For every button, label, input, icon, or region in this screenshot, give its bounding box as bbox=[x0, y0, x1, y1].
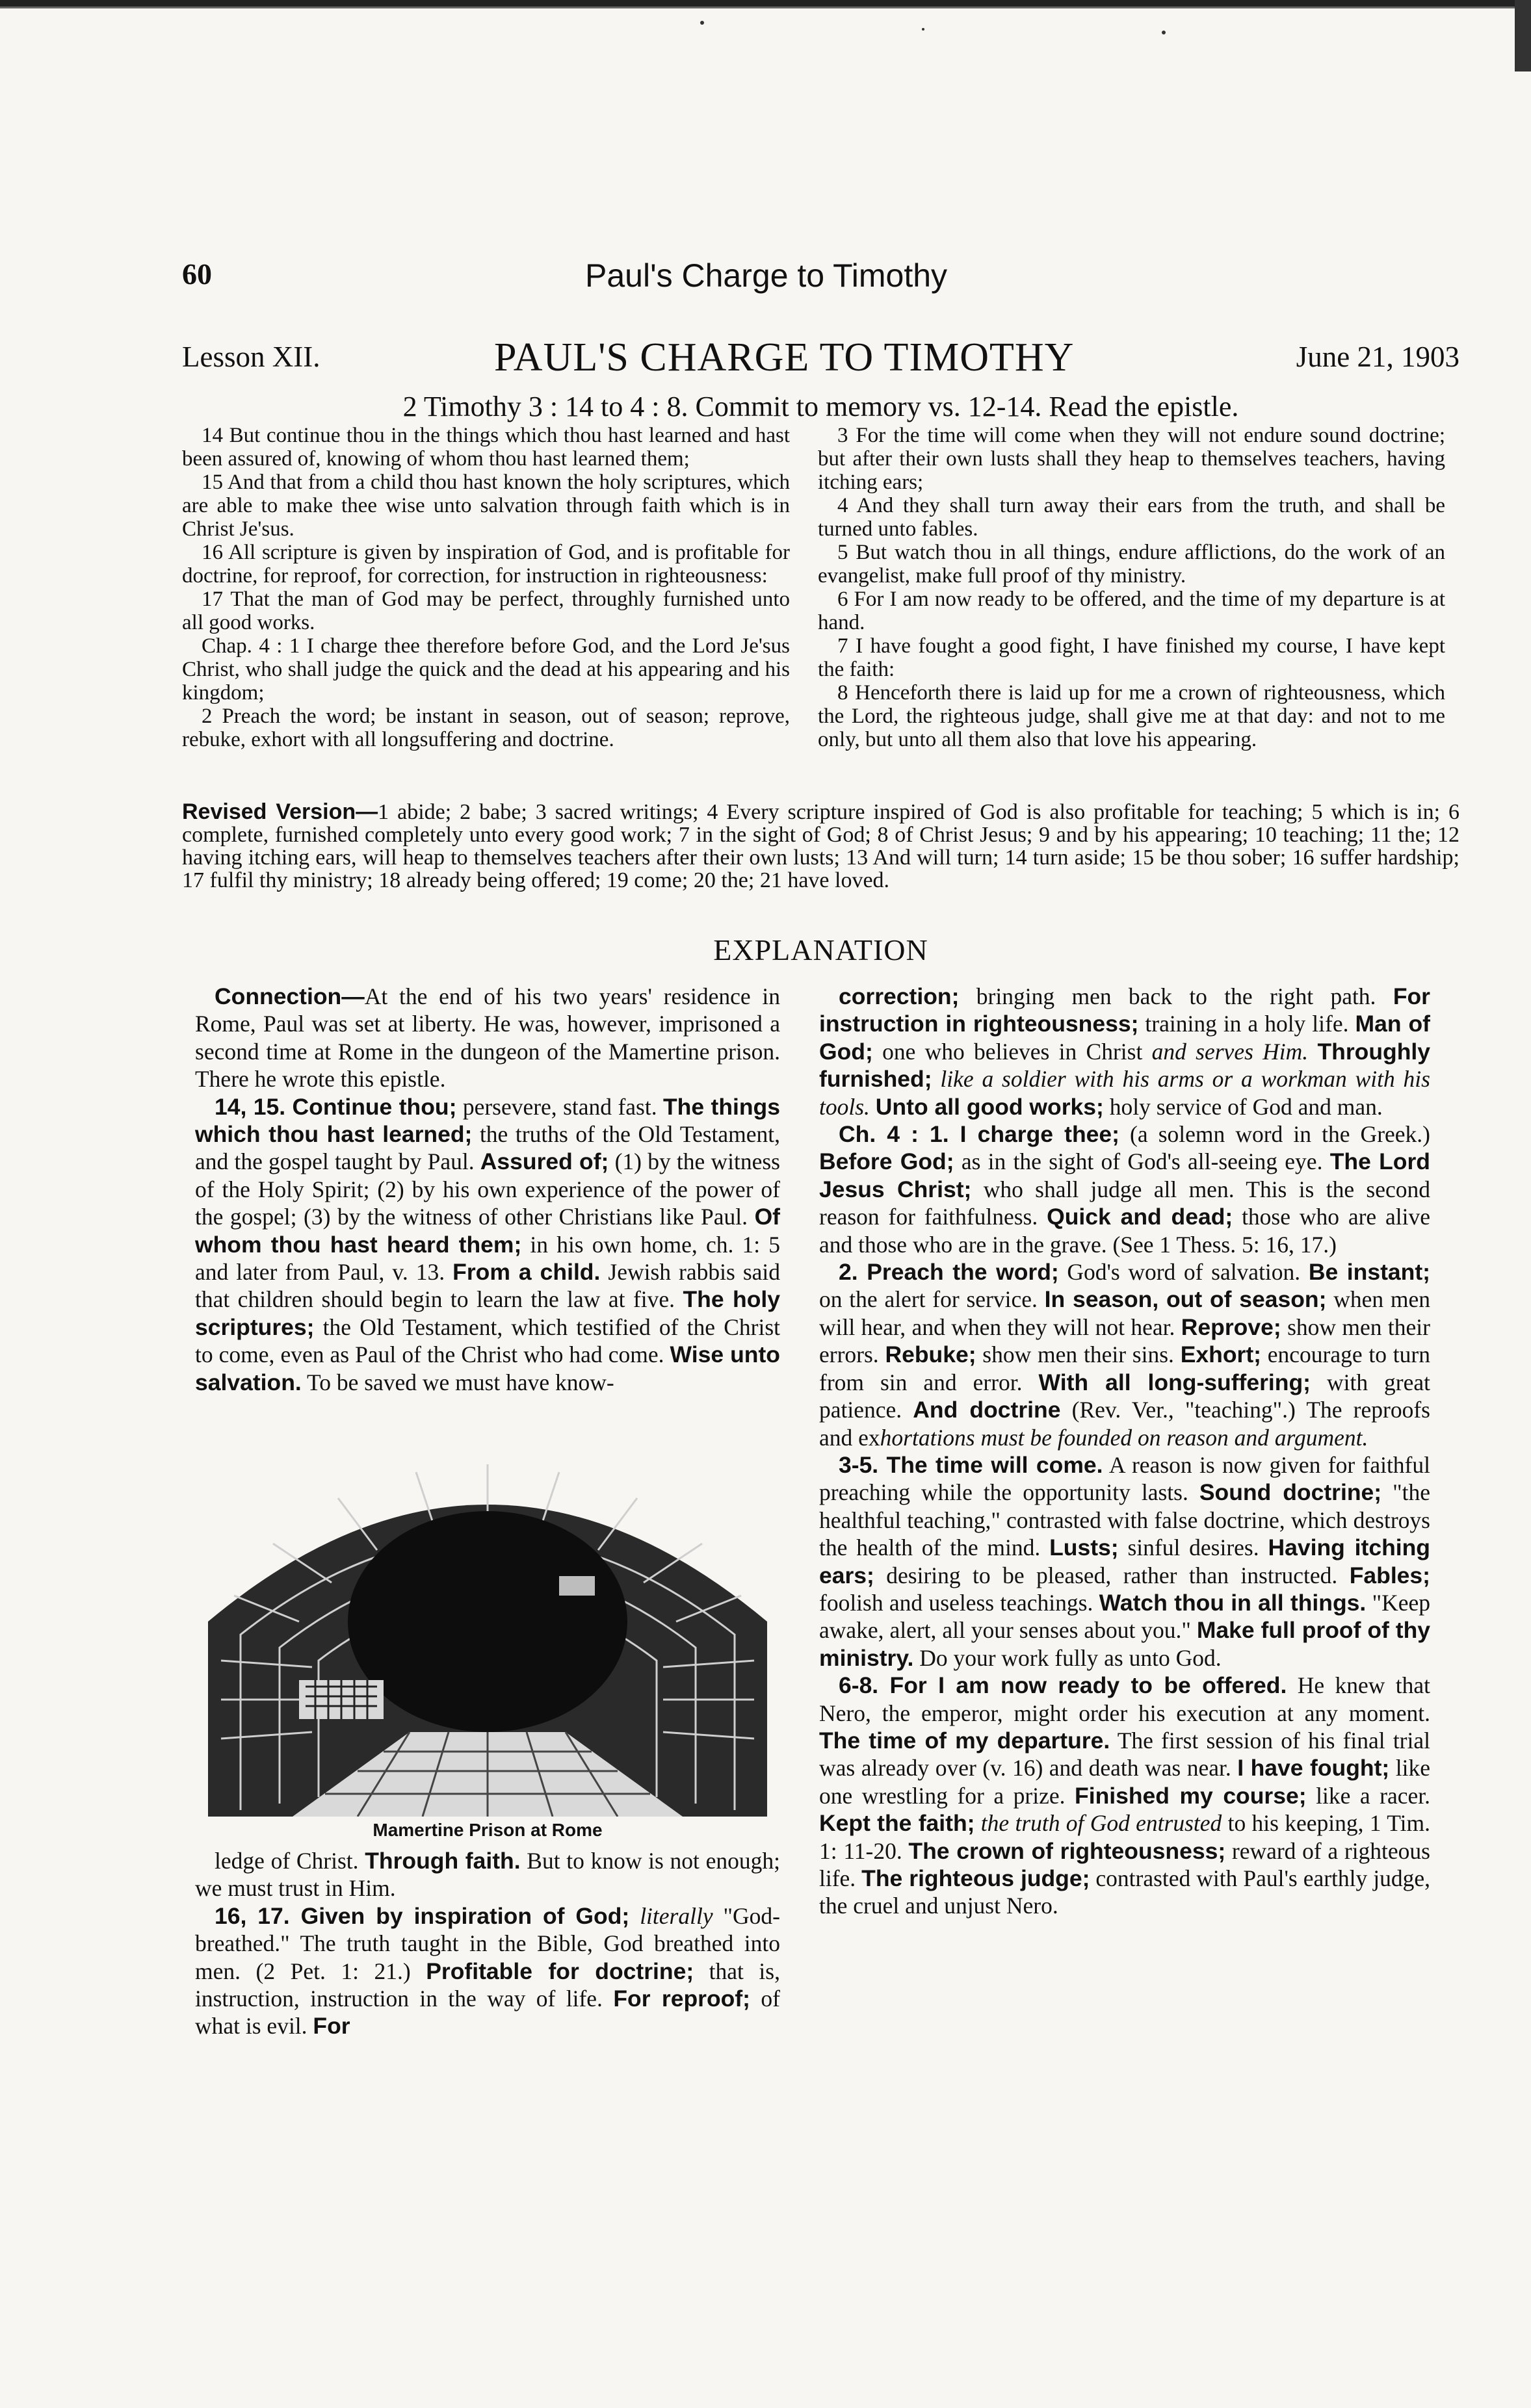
revised-version-label: Revised Version— bbox=[182, 799, 378, 824]
lesson-number: Lesson XII. bbox=[182, 341, 321, 373]
explanation-paragraph bbox=[819, 1451, 1430, 1672]
keyword-phrase: Wise unto salvation. bbox=[195, 1341, 780, 1395]
keyword-phrase: The Lord Jesus Christ; bbox=[819, 1148, 1430, 1202]
scripture-verse: 7 I have fought a good fight, I have finished my course, I have kept the faith: bbox=[818, 634, 1445, 681]
keyword-phrase: Having itching ears; bbox=[819, 1534, 1430, 1588]
keyword-phrase: 3-5. The time will come. bbox=[839, 1451, 1103, 1478]
explanation-text: that is, instruction, instruction in the way of life. bbox=[195, 1958, 780, 2012]
explanation-text: like one wrestling for a prize. bbox=[819, 1755, 1430, 1809]
keyword-phrase: Exhort; bbox=[1180, 1341, 1261, 1368]
explanation-text: But to know is not enough; we must trust in Him. bbox=[195, 1848, 780, 1902]
explanation-text: literally bbox=[629, 1902, 713, 1929]
explanation-text: show men their errors. bbox=[819, 1314, 1430, 1368]
explanation-right-column bbox=[819, 983, 1430, 1920]
revised-version-notes bbox=[182, 801, 1459, 892]
keyword-phrase: Watch thou in all things. bbox=[1099, 1589, 1367, 1616]
keyword-phrase: Rebuke; bbox=[885, 1341, 976, 1368]
explanation-text: who shall judge all men. This is the second reason for faithfulness. bbox=[819, 1176, 1430, 1230]
explanation-text: sinful desires. bbox=[1118, 1534, 1268, 1561]
keyword-phrase: 2. Preach the word; bbox=[839, 1259, 1059, 1286]
explanation-text: with great patience. bbox=[819, 1369, 1431, 1423]
keyword-phrase: I have fought; bbox=[1237, 1755, 1390, 1781]
running-head bbox=[182, 257, 1456, 296]
page-top-edge bbox=[0, 0, 1531, 71]
explanation-text: when men will hear, and when they will not hear. bbox=[819, 1286, 1430, 1340]
scripture-verse: 8 Henceforth there is laid up for me a crown of righteousness, which the Lord, the righteous judge, shall give me at that day: and not to me only, but unto all them also that love his appearing. bbox=[818, 681, 1445, 751]
keyword-phrase: The righteous judge; bbox=[861, 1865, 1090, 1891]
keyword-phrase: Through faith. bbox=[365, 1848, 521, 1874]
explanation-text bbox=[1308, 1039, 1317, 1065]
scripture-verse: 16 All scripture is given by inspiration of God, and is profitable for doctrine, for reproof, for correction, for instruction in righteousness: bbox=[182, 541, 790, 588]
keyword-phrase: Connection— bbox=[215, 983, 365, 1009]
explanation-text: foolish and useless teachings. bbox=[819, 1589, 1099, 1616]
keyword-phrase: From a child. bbox=[452, 1259, 601, 1286]
explanation-paragraph bbox=[819, 1258, 1430, 1451]
keyword-phrase: Quick and dead; bbox=[1047, 1204, 1233, 1230]
explanation-paragraph bbox=[195, 983, 780, 1093]
scripture-verse: 15 And that from a child thou hast known the holy scriptures, which are able to make thee wise unto salvation through faith which is in Christ Je'sus. bbox=[182, 471, 790, 541]
scripture-verse: 4 And they shall turn away their ears from the truth, and shall be turned unto fables. bbox=[818, 494, 1445, 541]
explanation-text: persevere, stand fast. bbox=[456, 1093, 663, 1120]
keyword-phrase: For instruction in righteousness; bbox=[819, 983, 1430, 1037]
scripture-verse: 6 For I am now ready to be offered, and the time of my departure is at hand. bbox=[818, 588, 1445, 634]
explanation-text: as in the sight of God's all-seeing eye. bbox=[954, 1148, 1330, 1175]
explanation-text: one who believes in Christ bbox=[872, 1038, 1152, 1065]
explanation-text: "the healthful teaching," contrasted with false doctrine, which destroys the health of the mind. bbox=[819, 1479, 1430, 1561]
explanation-text: the Old Testament, which testified of the Christ to come, even as Paul of the Christ who had come. bbox=[195, 1314, 780, 1368]
mamertine-prison-illustration bbox=[195, 1427, 780, 1817]
explanation-text: on the alert for service. bbox=[819, 1286, 1045, 1313]
explanation-text: the truths of the Old Testament, and the gospel taught by Paul. bbox=[195, 1121, 780, 1175]
explanation-text: training in a holy life. bbox=[1138, 1011, 1355, 1037]
scripture-column-right bbox=[818, 424, 1445, 751]
keyword-phrase: Man of God; bbox=[819, 1011, 1430, 1065]
scripture-verse: 2 Preach the word; be instant in season, out of season; reprove, rebuke, exhort with all longsuffering and doctrine. bbox=[182, 705, 790, 751]
explanation-text: in his own home, ch. 1: 5 and later from Paul, v. 13. bbox=[195, 1231, 780, 1286]
keyword-phrase: 14, 15. Continue thou; bbox=[215, 1093, 457, 1120]
keyword-phrase: Throughly furnished; bbox=[819, 1038, 1431, 1093]
scripture-verse: Chap. 4 : 1 I charge thee therefore before God, and the Lord Je'sus Christ, who shall judge the quick and the dead at his appearing and his kingdom; bbox=[182, 634, 790, 705]
explanation-text: contrasted with Paul's earthly judge, the cruel and unjust Nero. bbox=[819, 1865, 1430, 1919]
keyword-phrase: With all long-suffering; bbox=[1038, 1369, 1311, 1395]
keyword-phrase: 16, 17. Given by inspiration of God; bbox=[215, 1902, 630, 1929]
keyword-phrase: correction; bbox=[839, 983, 960, 1009]
explanation-text: Jewish rabbis said that children should begin to learn the law at five. bbox=[195, 1259, 780, 1313]
lesson-title: PAUL'S CHARGE TO TIMOTHY bbox=[494, 335, 1075, 380]
keyword-phrase: Fables; bbox=[1349, 1562, 1430, 1588]
explanation-text: and serves Him. bbox=[1151, 1038, 1309, 1065]
explanation-text: reward of a righteous life. bbox=[819, 1837, 1430, 1891]
keyword-phrase: And doctrine bbox=[913, 1397, 1061, 1423]
keyword-phrase: The things which thou hast learned; bbox=[195, 1093, 780, 1148]
explanation-text: "God-breathed." The truth taught in the Bible, God breathed into men. (2 Pet. 1: 21.) bbox=[195, 1902, 781, 1984]
explanation-text: like a racer. bbox=[1306, 1782, 1430, 1809]
keyword-phrase: The holy scriptures; bbox=[195, 1286, 780, 1340]
explanation-paragraph bbox=[195, 1902, 780, 2040]
scripture-verse: 14 But continue thou in the things which thou hast learned and hast been assured of, knowing of whom thou hast learned them; bbox=[182, 424, 790, 471]
explanation-text: the truth of God entrusted bbox=[975, 1810, 1222, 1837]
lesson-date: June 21, 1903 bbox=[1296, 341, 1459, 373]
keyword-phrase: Kept the faith; bbox=[819, 1810, 975, 1837]
explanation-text: bringing men back to the right path. bbox=[959, 983, 1393, 1009]
explanation-paragraph bbox=[819, 1120, 1430, 1258]
scripture-verse: 17 That the man of God may be perfect, throughly furnished unto all good works. bbox=[182, 588, 790, 634]
explanation-paragraph bbox=[195, 1847, 780, 1902]
keyword-phrase: Lusts; bbox=[1049, 1534, 1119, 1561]
explanation-text: The first session of his final trial was already over (v. 16) and death was near. bbox=[819, 1727, 1430, 1781]
keyword-phrase: 6-8. For I am now ready to be offered. bbox=[839, 1672, 1287, 1699]
explanation-text: A reason is now given for faithful preaching while the opportunity lasts. bbox=[819, 1451, 1430, 1506]
explanation-text: of what is evil. bbox=[195, 1986, 781, 2039]
keyword-phrase: For reproof; bbox=[613, 1986, 751, 2012]
scripture-reference: 2 Timothy 3 : 14 to 4 : 8. Commit to memory vs. 12-14. Read the epistle. bbox=[402, 391, 1239, 422]
explanation-left-bottom bbox=[195, 1847, 780, 2040]
keyword-phrase: Be instant; bbox=[1308, 1259, 1430, 1286]
keyword-phrase: Reprove; bbox=[1181, 1314, 1281, 1340]
keyword-phrase: Make full proof of thy ministry. bbox=[819, 1617, 1431, 1671]
explanation-paragraph bbox=[819, 1672, 1430, 1920]
explanation-text: show men their sins. bbox=[976, 1341, 1181, 1368]
explanation-heading: EXPLANATION bbox=[713, 933, 928, 966]
lesson-header bbox=[182, 335, 1459, 380]
explanation-text: "Keep awake, alert, all your senses about you." bbox=[819, 1589, 1430, 1644]
explanation-text: holy service of God and man. bbox=[1103, 1093, 1383, 1120]
keyword-phrase: Profitable for doctrine; bbox=[426, 1958, 694, 1984]
keyword-phrase: Assured of; bbox=[480, 1148, 609, 1175]
explanation-text: like a soldier with his arms or a workman with his tools. bbox=[819, 1066, 1430, 1120]
scripture-column-left bbox=[182, 424, 790, 751]
explanation-text: To be saved we must have know- bbox=[301, 1369, 614, 1395]
keyword-phrase: In season, out of season; bbox=[1044, 1286, 1327, 1313]
keyword-phrase: The time of my departure. bbox=[819, 1727, 1110, 1754]
page-number: 60 bbox=[182, 257, 212, 291]
running-title: Paul's Charge to Timothy bbox=[585, 257, 948, 294]
explanation-text: encourage to turn from sin and error. bbox=[819, 1341, 1430, 1395]
explanation-text: (Rev. Ver., "teaching".) The reproofs and ex bbox=[819, 1397, 1430, 1451]
explanation-text: hortations must be founded on reason and argument. bbox=[880, 1424, 1368, 1451]
explanation-text: (a solemn word in the Greek.) bbox=[1119, 1121, 1430, 1148]
keyword-phrase: For bbox=[313, 2013, 350, 2039]
explanation-text: to his keeping, 1 Tim. 1: 11-20. bbox=[819, 1810, 1431, 1864]
keyword-phrase: Finished my course; bbox=[1075, 1782, 1307, 1809]
keyword-phrase: Of whom thou hast heard them; bbox=[195, 1204, 780, 1258]
explanation-text: He knew that Nero, the emperor, might order his execution at any moment. bbox=[819, 1672, 1430, 1726]
explanation-paragraph bbox=[195, 1093, 780, 1396]
explanation-left-top bbox=[195, 983, 780, 1396]
explanation-text: At the end of his two years' residence in Rome, Paul was set at liberty. He was, however, imprisoned a second time at Rome in the dungeon of the Mamertine prison. There he wrote this epistle. bbox=[195, 983, 780, 1093]
revised-version-text: 1 abide; 2 babe; 3 sacred writings; 4 Every scripture inspired of God is also profitable for teaching; 5 which is in; 6 complete, furnished completely unto every good work; 7 in the sight of God; 8 of Christ Jesus; 9 and by his appearing; 10 teaching; 11 the; 12 having itching ears, will heap to themselves teachers after their own lusts; 13 And will turn; 14 turn aside; 15 be thou sober; 16 suffer hardship; 17 fulfil thy ministry; 18 already being offered; 19 come; 20 the; 21 have loved. bbox=[182, 800, 1460, 892]
explanation-text: ledge of Christ. bbox=[215, 1848, 365, 1874]
explanation-text: desiring to be pleased, rather than instructed. bbox=[874, 1562, 1350, 1588]
explanation-paragraph bbox=[819, 983, 1430, 1120]
keyword-phrase: The crown of righteousness; bbox=[908, 1837, 1226, 1864]
keyword-phrase: Unto all good works; bbox=[875, 1093, 1104, 1120]
explanation-text: (1) by the witness of the Holy Spirit; (2) by his own experience of the power of the gospel; (3) by the witness of other Christians like Paul. bbox=[195, 1148, 780, 1230]
explanation-text: God's word of salvation. bbox=[1058, 1259, 1309, 1286]
figure-caption: Mamertine Prison at Rome bbox=[373, 1820, 603, 1840]
scripture-verse: 5 But watch thou in all things, endure afflictions, do the work of an evangelist, make full proof of thy ministry. bbox=[818, 541, 1445, 588]
keyword-phrase: Ch. 4 : 1. I charge thee; bbox=[839, 1121, 1119, 1148]
keyword-phrase: Before God; bbox=[819, 1148, 954, 1175]
keyword-phrase: Sound doctrine; bbox=[1199, 1479, 1382, 1506]
scripture-verse: 3 For the time will come when they will not endure sound doctrine; but after their own lusts shall they heap to themselves teachers, having itching ears; bbox=[818, 424, 1445, 494]
explanation-text: Do your work fully as unto God. bbox=[913, 1644, 1222, 1671]
explanation-text: those who are alive and those who are in the grave. (See 1 Thess. 5: 16, 17.) bbox=[819, 1204, 1431, 1258]
